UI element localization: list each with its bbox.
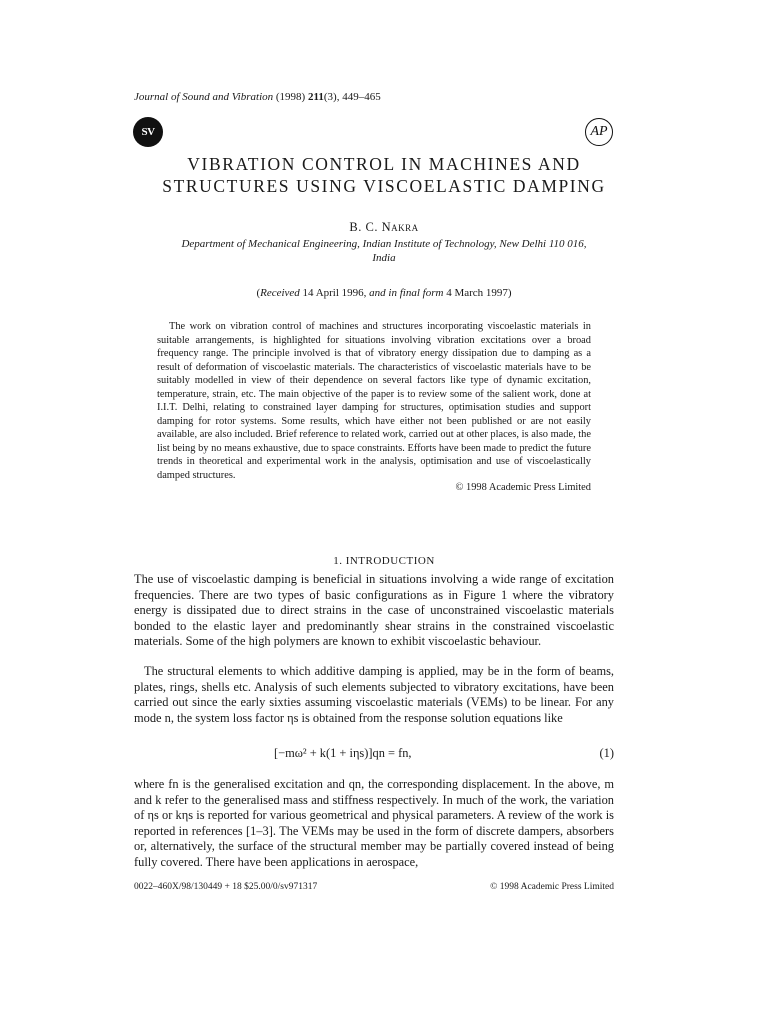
- sv-logo-icon: [133, 117, 163, 147]
- paper-title: [0, 153, 768, 197]
- journal-volume: 211: [307, 91, 324, 103]
- section-heading: 1. INTRODUCTION: [333, 555, 435, 567]
- affiliation-line-2: India: [372, 252, 396, 264]
- abstract-text: The work on vibration control of machines and structures incorporating viscoelastic materials in suitable arrangements, is highlighted for situations involving vibration excitations over a broad frequency range. The principle involved is that of vibratory energy dissipation due to damping as a result of deformation of viscoelastic materials. The characteristics of viscoelastic materials have to be suitably modelled in view of their dependence on several factors like type of dynamic excitation, temperature, strain, etc. The main objective of the paper is to review some of the salient work, done at I.I.T. Delhi, relating to constrained layer damping for structures, optimisation studies and support damping for rotor systems. Some results, which have either not been published or are not easily available, are also included. Brief reference to related work, carried out at other places, is also made, the list being by no means exhaustive, due to space constraints. Efforts have been made to predict the future trends in theoretical and experimental work in the analysis, optimisation and use of viscoelastically damped structures.: [157, 321, 591, 481]
- affiliation: [160, 237, 608, 265]
- equation-1: [134, 746, 614, 762]
- footer-identifier: 0022–460X/98/130449 + 18 $25.00/0/sv971317: [134, 882, 318, 892]
- final-form-date: 4 March 1997): [443, 287, 512, 299]
- ap-logo-icon: [585, 118, 613, 146]
- equation-number: (1): [599, 746, 614, 760]
- final-form-label: and in final form: [369, 287, 444, 299]
- title-line-1: VIBRATION CONTROL IN MACHINES AND: [187, 154, 581, 174]
- journal-pages: (3), 449–465: [323, 91, 381, 103]
- ap-logo-text: AP: [590, 124, 608, 139]
- received-label: Received: [260, 287, 300, 299]
- received-open: (: [256, 287, 261, 299]
- body-paragraph-3: where fn is the generalised excitation and qn, the corresponding displacement. In the above, m and k refer to the generalised mass and stiffness respectively. In much of the work, the variation of ηs or kηs is reported for various geometrical and physical parameters. A review of the work is reported in references [1–3]. The VEMs may be used in the form of discrete dampers, absorbers or, alternatively, the surface of the structural member may be partially covered instead of being fully covered. There have been applications in aerospace,: [134, 777, 614, 869]
- footer-copyright: © 1998 Academic Press Limited: [490, 882, 614, 892]
- author-initials: B. C.: [349, 220, 382, 234]
- body-paragraph-2: The structural elements to which additive damping is applied, may be in the form of beams, plates, rings, shells etc. Analysis of such elements subjected to vibratory excitations, have been carried out since the early sixties assuming viscoelastic materials (VEMs) to be linear. For any mode n, the system loss factor ηs is obtained from the response solution equations like: [134, 664, 614, 725]
- abstract-copyright: © 1998 Academic Press Limited: [455, 482, 591, 493]
- author: [0, 220, 768, 235]
- journal-name: Journal of Sound and Vibration: [134, 91, 274, 103]
- author-surname: Nakra: [381, 220, 419, 234]
- affiliation-line-1: Department of Mechanical Engineering, Indian Institute of Technology, New Delhi 110 016,: [181, 238, 587, 250]
- body-paragraph-1: The use of viscoelastic damping is beneficial in situations involving a wide range of excitation frequencies. There are two types of basic configurations as in Figure 1 where the vibratory energy is dissipated due to direct strains in the case of unconstrained viscoelastic materials bonded to the elastic layer and predominantly shear strains in the constrained viscoelastic materials. Some of the high polymers are known to exhibit viscoelastic behaviour.: [134, 572, 614, 649]
- journal-citation: [134, 91, 381, 103]
- journal-year: (1998): [275, 91, 306, 103]
- received-date: 14 April 1996,: [299, 287, 370, 299]
- title-line-2: STRUCTURES USING VISCOELASTIC DAMPING: [162, 176, 606, 196]
- equation-body: [−mω² + k(1 + iηs)]qn = fn,: [274, 746, 412, 760]
- sv-logo-text: SV: [141, 126, 155, 138]
- received-dates: [0, 287, 768, 299]
